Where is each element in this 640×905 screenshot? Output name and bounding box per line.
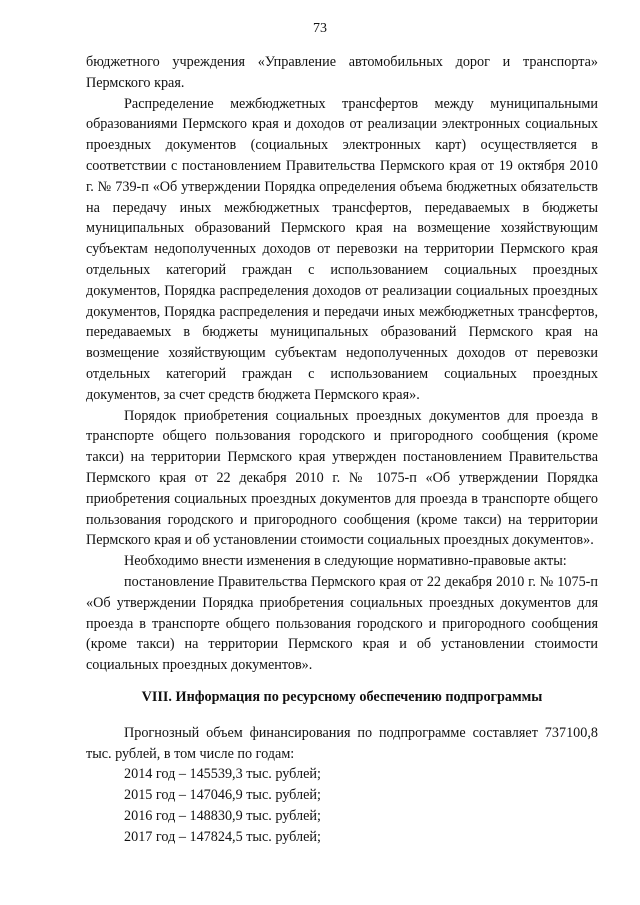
list-item: 2015 год – 147046,9 тыс. рублей; bbox=[124, 787, 321, 804]
financing-years-list bbox=[86, 764, 598, 847]
paragraph-continuation: бюджетного учреждения «Управление автомобильных дорог и транспорта» Пермского края. bbox=[86, 54, 598, 91]
paragraph-resolution: постановление Правительства Пермского края от 22 декабря 2010 г. № 1075-п «Об утверждении Порядка приобретения социальных проездных документов для проезда в транспорте общего пользования городского и пригородного сообщения (кроме такси) на территории Пермского края и об установлении стоимости социальных проездных документов». bbox=[86, 573, 598, 674]
paragraph-purchase-procedure: Порядок приобретения социальных проездных документов для проезда в транспорте общего пользования городского и пригородного сообщения (кроме такси) на территории Пермского края утвержден постановлением Правительства Пермского края от 22 декабря 2010 г. № 1075-п «Об утверждении Порядка приобретения социальных проездных документов для проезда в транспорте общего пользования городского и пригородного сообщения (кроме такси) на территории Пермского края и об установлении стоимости социальных проездных документов». bbox=[86, 407, 598, 549]
document-body bbox=[86, 52, 598, 847]
section-title: VIII. Информация по ресурсному обеспечению подпрограммы bbox=[141, 688, 543, 705]
paragraph-financing-intro: Прогнозный объем финансирования по подпрограмме составляет 737100,8 тыс. рублей, в том числе по годам: bbox=[86, 724, 598, 762]
list-item: 2017 год – 147824,5 тыс. рублей; bbox=[124, 828, 321, 845]
list-item: 2016 год – 148830,9 тыс. рублей; bbox=[124, 807, 321, 824]
paragraph-transfer-distribution: Распределение межбюджетных трансфертов между муниципальными образованиями Пермского края и доходов от реализации электронных социальных проездных документов (социальных электронных карт) осуществляется в соответствии с постановлением Правительства Пермского края от 19 октября 2010 г. № 739-п «Об утверждении Порядка определения объема бюджетных обязательств на передачу иных межбюджетных трансфертов, передаваемых в бюджеты муниципальных образований Пермского края на возмещение хозяйствующим субъектам недополученных доходов от перевозки на территории Пермского края отдельных категорий граждан с использованием социальных проездных документов, Порядка распределения доходов от реализации социальных проездных документов, Порядка распределения и передачи иных межбюджетных трансфертов, передаваемых в бюджеты муниципальных образований Пермского края на возмещение хозяйствующим субъектам недополученных доходов от перевозки отдельных категорий граждан с использованием социальных проездных документов, за счет средств бюджета Пермского края». bbox=[86, 95, 598, 403]
list-item: 2014 год – 145539,3 тыс. рублей; bbox=[124, 766, 321, 783]
page-number: 73 bbox=[313, 21, 327, 36]
paragraph-changes-needed: Необходимо внести изменения в следующие нормативно-правовые акты: bbox=[124, 553, 567, 570]
